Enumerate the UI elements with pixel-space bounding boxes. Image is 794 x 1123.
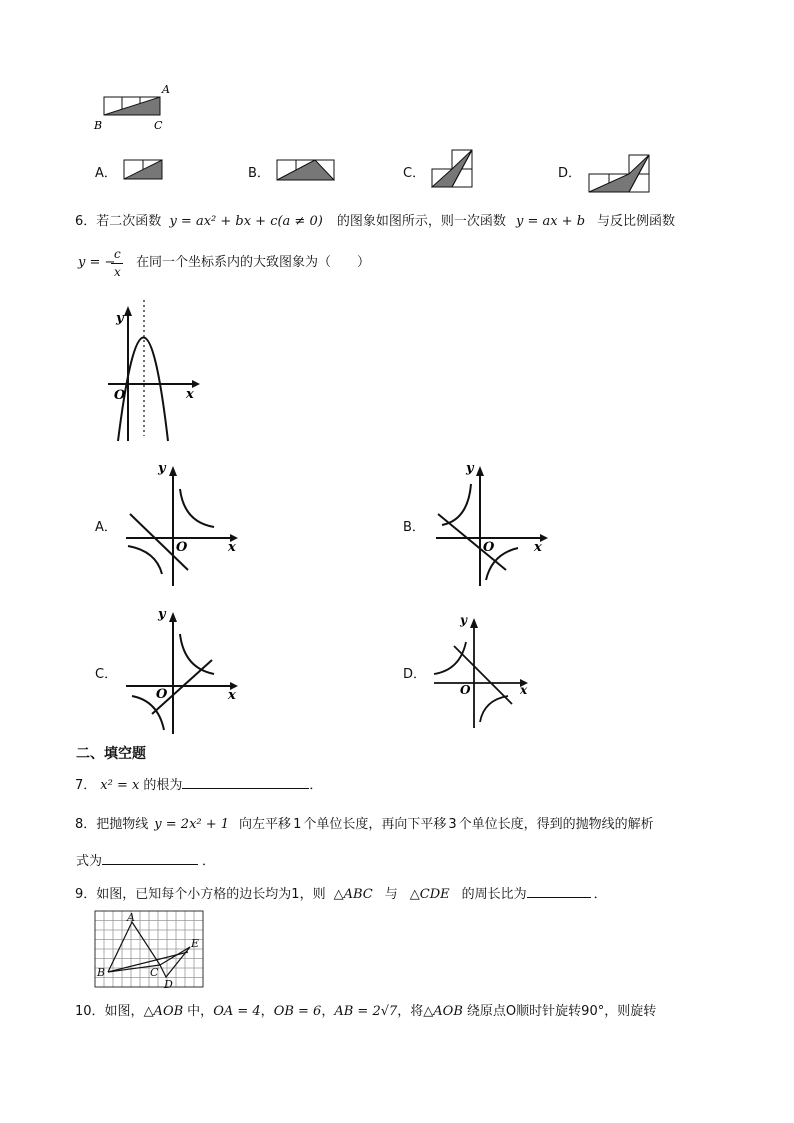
q10-angle: 90° xyxy=(581,1004,605,1019)
q6-option-d-label[interactable]: D． xyxy=(403,667,427,682)
q6-option-d-graph xyxy=(428,610,538,730)
q6-origin-label: O xyxy=(114,388,126,403)
q6b-y-label: y xyxy=(466,461,474,476)
q5-option-b-figure xyxy=(276,158,338,182)
q6-axis-y-label: y xyxy=(116,311,124,326)
q6-text1: 若二次函数 xyxy=(96,214,162,229)
q10-text5: 顺时针旋转 xyxy=(516,1004,582,1019)
q8-text3: 个单位长度，再向下平移 xyxy=(303,817,447,832)
q10-f1: OA = 4 xyxy=(213,1004,261,1019)
q9-text1: 如图，已知每个小方格的边长均为 xyxy=(96,887,292,902)
q10-text4: 绕原点 xyxy=(466,1004,506,1019)
q5-option-a-label[interactable]: A． xyxy=(95,166,117,181)
q9-label-a: A xyxy=(127,911,135,924)
q7-end: ． xyxy=(309,778,323,793)
q10-tri: △AOB xyxy=(143,1004,184,1019)
q8-answer-blank[interactable] xyxy=(102,852,198,865)
q6-option-b-graph xyxy=(428,456,558,588)
q9-answer-blank[interactable] xyxy=(527,885,591,898)
q9-label-d: D xyxy=(164,978,173,990)
q8-formula: y = 2x² + 1 xyxy=(154,817,230,832)
label-b: B xyxy=(94,119,103,132)
q8-line1 xyxy=(75,817,654,833)
q9-text3: 与 xyxy=(384,887,398,902)
q6a-x-label: x xyxy=(228,540,236,555)
q9-text4: 的周长比为 xyxy=(461,887,527,902)
label-a: A xyxy=(162,83,170,96)
q8-n1: 1 xyxy=(293,817,302,832)
q5-option-c-figure xyxy=(431,149,475,189)
q8-text4: 个单位长度，得到的抛物线的解析 xyxy=(458,817,654,832)
q6-formula-inverse-num: c xyxy=(114,247,121,261)
q6-text3: 与反比例函数 xyxy=(597,214,676,229)
q6b-x-label: x xyxy=(534,540,542,555)
q8-text1: 把抛物线 xyxy=(96,817,149,832)
q10-sep2: ， xyxy=(321,1004,335,1019)
q8-end: ． xyxy=(202,854,216,869)
q7-formula: x² = x xyxy=(100,778,140,793)
q6-number: 6． xyxy=(75,214,97,229)
section2-title: 二、填空题 xyxy=(76,746,146,762)
q6-formula-quadratic: y = ax² + bx + c(a ≠ 0) xyxy=(169,214,323,229)
q7-line xyxy=(75,776,322,794)
q10-f3: AB = 2√7 xyxy=(334,1004,398,1019)
q6d-origin-label: O xyxy=(460,683,471,697)
q5-option-d-label[interactable]: D． xyxy=(558,166,582,181)
q10-tri2: △AOB xyxy=(423,1004,463,1019)
q9-n: 1 xyxy=(291,887,300,902)
q8-n2: 3 xyxy=(448,817,457,832)
q6-option-a-graph xyxy=(118,456,248,588)
q6-formula-inverse-den: x xyxy=(114,265,121,279)
q6-axis-x-label: x xyxy=(186,387,194,402)
q6-option-c-graph xyxy=(118,602,248,736)
q6d-x-label: x xyxy=(520,683,528,697)
q5-option-b-label[interactable]: B． xyxy=(248,166,270,181)
q6c-origin-label: O xyxy=(156,687,168,702)
q6-parabola-figure xyxy=(100,296,210,444)
q10-line xyxy=(75,1004,656,1020)
q5-option-d-figure xyxy=(588,154,652,194)
q6-stem-line1 xyxy=(75,214,675,230)
q6c-y-label: y xyxy=(158,607,166,622)
q5-stem-figure xyxy=(90,82,180,134)
q6-option-a-label[interactable]: A． xyxy=(95,520,117,535)
q10-f2: OB = 6 xyxy=(273,1004,322,1019)
q9-grid-figure xyxy=(94,910,206,990)
q8-number: 8． xyxy=(75,817,97,832)
q6-text2: 的图象如图所示，则一次函数 xyxy=(336,214,506,229)
q9-label-c: C xyxy=(150,966,159,979)
q9-tri2: △CDE xyxy=(409,887,450,902)
q9-text2: ，则 xyxy=(299,887,326,902)
q5-option-c-label[interactable]: C． xyxy=(403,166,426,181)
q6-formula-linear: y = ax + b xyxy=(515,214,586,229)
q10-sep1: ， xyxy=(260,1004,274,1019)
q6-option-c-label[interactable]: C． xyxy=(95,667,118,682)
q6a-y-label: y xyxy=(158,461,166,476)
q6-text4: 在同一个坐标系内的大致图象为（ ） xyxy=(136,255,371,270)
q6c-x-label: x xyxy=(228,688,236,703)
q9-label-e: E xyxy=(191,937,200,950)
q9-label-b: B xyxy=(97,966,106,979)
q8-text2: 向左平移 xyxy=(239,817,292,832)
label-c: C xyxy=(154,119,163,132)
q10-o: O xyxy=(505,1004,517,1019)
q10-text2: 中， xyxy=(187,1004,214,1019)
q7-number: 7． xyxy=(75,778,97,793)
q9-line xyxy=(75,885,607,903)
q10-text3: ，将 xyxy=(397,1004,424,1019)
q8-text5: 式为 xyxy=(76,854,103,869)
q10-text1: 如图， xyxy=(104,1004,144,1019)
q6b-origin-label: O xyxy=(483,540,495,555)
q6-formula-inverse-lhs: y = − xyxy=(78,255,116,270)
q6a-origin-label: O xyxy=(176,540,188,555)
q10-text6: ，则旋转 xyxy=(604,1004,657,1019)
q8-line2 xyxy=(76,852,215,870)
q10-number: 10． xyxy=(75,1004,105,1019)
q7-text: 的根为 xyxy=(143,778,183,793)
q9-end: ． xyxy=(593,887,607,902)
q6d-y-label: y xyxy=(460,613,467,627)
q9-number: 9． xyxy=(75,887,97,902)
q6-option-b-label[interactable]: B． xyxy=(403,520,425,535)
q5-option-a-figure xyxy=(123,159,165,181)
q9-tri1: △ABC xyxy=(333,887,373,902)
q7-answer-blank[interactable] xyxy=(182,776,309,789)
